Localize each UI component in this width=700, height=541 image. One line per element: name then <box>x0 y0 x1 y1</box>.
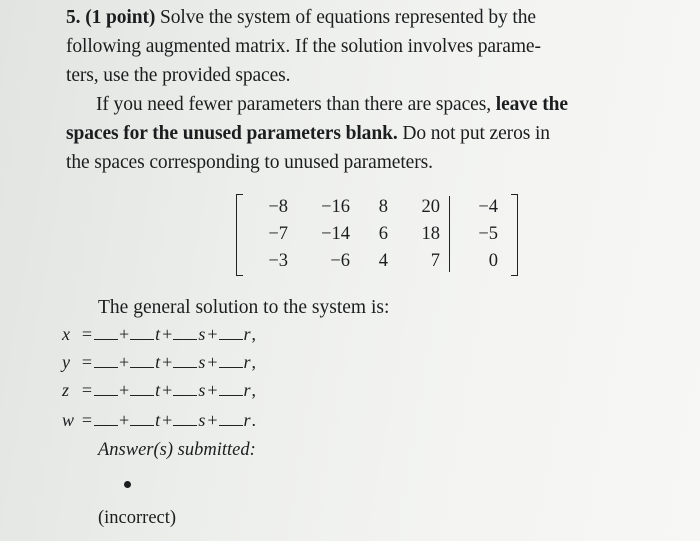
matrix-cell: 6 <box>378 224 388 244</box>
matrix-cell: 8 <box>378 197 388 217</box>
s-coefficient-blank[interactable] <box>173 379 197 396</box>
augmentation-bar <box>449 196 450 272</box>
matrix-cell: 4 <box>378 251 388 271</box>
constant-blank[interactable] <box>94 351 118 368</box>
matrix-cell: 0 <box>488 251 498 271</box>
answers-submitted-label: Answer(s) submitted: <box>98 440 256 460</box>
s-coefficient-blank[interactable] <box>173 351 197 368</box>
r-coefficient-blank[interactable] <box>219 323 243 340</box>
t-coefficient-blank[interactable] <box>130 351 154 368</box>
r-coefficient-blank[interactable] <box>219 351 243 368</box>
matrix-cell: −16 <box>321 197 350 217</box>
matrix-cell: 18 <box>421 224 440 244</box>
matrix-left-bracket <box>236 194 243 276</box>
r-coefficient-blank[interactable] <box>219 379 243 396</box>
problem-statement: 5. (1 point) Solve the system of equations represented by the following augmented matrix. If the solution involves parame- ters, use the provided spaces. <box>66 7 541 86</box>
problem-number: 5. (1 point) <box>66 7 156 28</box>
equation-row-z: z = + t + s + r, <box>62 380 257 400</box>
matrix-cell: −8 <box>268 197 288 217</box>
r-coefficient-blank[interactable] <box>219 409 243 426</box>
matrix-cell: −14 <box>321 224 350 244</box>
general-solution-label: The general solution to the system is: <box>98 297 390 318</box>
matrix-cell: −7 <box>268 224 288 244</box>
t-coefficient-blank[interactable] <box>130 323 154 340</box>
constant-blank[interactable] <box>94 379 118 396</box>
parameter-instructions: If you need fewer parameters than there are spaces, leave the spaces for the unused parameters blank. Do not put zeros in the spaces corresponding to unused parameters. <box>66 94 568 173</box>
matrix-cell: −4 <box>478 197 498 217</box>
matrix-cell: −3 <box>268 251 288 271</box>
constant-blank[interactable] <box>94 409 118 426</box>
t-coefficient-blank[interactable] <box>130 379 154 396</box>
matrix-cell: 20 <box>421 197 440 217</box>
s-coefficient-blank[interactable] <box>173 409 197 426</box>
s-coefficient-blank[interactable] <box>173 323 197 340</box>
matrix-right-bracket <box>511 194 518 276</box>
answer-status: (incorrect) <box>98 508 177 528</box>
augmented-matrix <box>236 192 518 278</box>
equation-row-y: y = + t + s + r, <box>62 352 257 372</box>
t-coefficient-blank[interactable] <box>130 409 154 426</box>
matrix-cell: −5 <box>478 224 498 244</box>
equation-row-x: x = + t + s + r, <box>62 324 257 344</box>
matrix-cell: −6 <box>330 251 350 271</box>
equation-row-w: w = + t + s + r. <box>62 410 257 430</box>
answer-bullet <box>124 481 131 488</box>
constant-blank[interactable] <box>94 323 118 340</box>
matrix-cell: 7 <box>430 251 440 271</box>
